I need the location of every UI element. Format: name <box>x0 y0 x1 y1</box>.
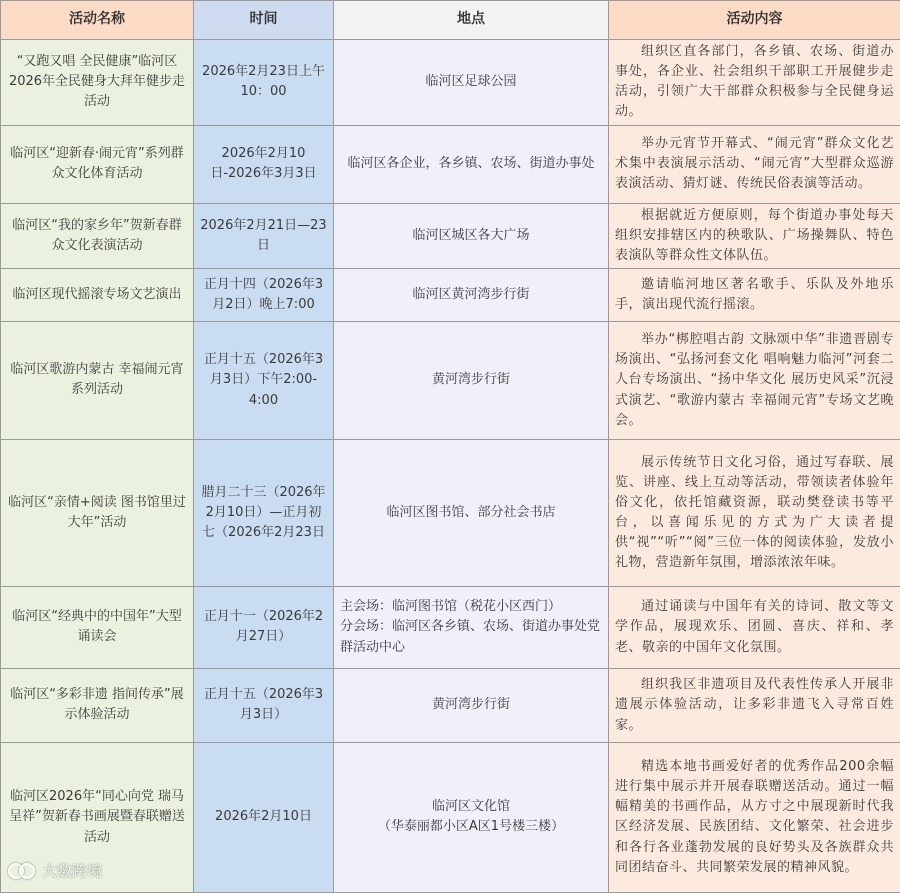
location-cell <box>334 439 609 586</box>
content-text: 组织区直各部门，各乡镇、农场、街道办事处，各企业、社会组织干部职工开展健步走活动，引领广大干部群众积极参与全民健身运动。 <box>615 42 894 123</box>
table-row <box>1 439 900 586</box>
content-cell <box>609 668 900 742</box>
content-cell <box>609 203 900 268</box>
table-row <box>1 586 900 668</box>
table-body <box>1 40 900 893</box>
activity-name-cell: 临河区现代摇滚专场文艺演出 <box>1 268 194 321</box>
location-text: 临河区图书馆、部分社会书店 <box>340 503 602 523</box>
content-cell <box>609 586 900 668</box>
table-row <box>1 203 900 268</box>
location-cell <box>334 268 609 321</box>
location-text: 临河区城区各大广场 <box>340 226 602 246</box>
content-cell <box>609 40 900 126</box>
content-cell <box>609 321 900 439</box>
activity-name-cell: 临河区“亲情+阅读 图书馆里过大年”活动 <box>1 439 194 586</box>
header-content: 活动内容 <box>609 1 900 40</box>
header-time: 时间 <box>194 1 334 40</box>
content-text: 邀请临河地区著名歌手、乐队及外地乐手，演出现代流行摇滚。 <box>615 275 894 315</box>
content-cell <box>609 742 900 892</box>
activity-name-cell: 临河区“经典中的中国年”大型诵读会 <box>1 586 194 668</box>
table-row <box>1 125 900 203</box>
content-text: 展示传统节日文化习俗，通过写春联、展览、讲座、线上互动等活动，带领读者体验年俗文化，依托馆藏资源，联动樊登读书等平台，以喜闻乐见的方式为广大读者提供“视”“听”“阅”三位一体的阅读体验，发放小礼物，营造新年氛围，增添浓浓年味。 <box>615 453 894 574</box>
table-row <box>1 668 900 742</box>
activity-name-cell: 临河区“多彩非遗 指间传承”展示体验活动 <box>1 668 194 742</box>
time-cell: 正月十五（2026年3月3日）下午2:00-4:00 <box>194 321 334 439</box>
location-cell <box>334 125 609 203</box>
time-cell: 正月十一（2026年2月27日） <box>194 586 334 668</box>
location-cell <box>334 668 609 742</box>
table-row <box>1 268 900 321</box>
location-cell <box>334 203 609 268</box>
time-cell: 2026年2月10日-2026年3月3日 <box>194 125 334 203</box>
time-cell: 正月十四（2026年3月2日）晚上7:00 <box>194 268 334 321</box>
time-cell: 2026年2月23日上午10：00 <box>194 40 334 126</box>
watermark <box>8 860 102 881</box>
activity-name-cell: 临河区“迎新春·闹元宵”系列群众文化体育活动 <box>1 125 194 203</box>
location-text: 黄河湾步行街 <box>340 695 602 715</box>
header-activity-name: 活动名称 <box>1 1 194 40</box>
table-header <box>1 1 900 40</box>
time-cell: 2026年2月21日—23日 <box>194 203 334 268</box>
location-text: 临河区文化馆 （华泰丽都小区A区1号楼三楼） <box>340 797 602 837</box>
time-cell: 2026年2月10日 <box>194 742 334 892</box>
time-cell: 正月十五（2026年3月3日） <box>194 668 334 742</box>
content-cell <box>609 439 900 586</box>
location-cell <box>334 40 609 126</box>
location-text: 主会场：临河图书馆（税花小区西门） 分会场：临河区各乡镇、农场、街道办事处党群活动中心 <box>340 597 602 657</box>
table-row <box>1 40 900 126</box>
location-text: 黄河湾步行街 <box>340 370 602 390</box>
watermark-text: 大数跨境 <box>42 860 102 881</box>
table-row <box>1 742 900 892</box>
content-text: 举办元宵节开幕式、“闹元宵”群众文化艺术集中表演展示活动、“闹元宵”大型群众巡游表演活动、猜灯谜、传统民俗表演等活动。 <box>615 134 894 194</box>
content-text: 精选本地书画爱好者的优秀作品200余幅进行集中展示并开展春联赠送活动。通过一幅幅精美的书画作品，从方寸之中展现新时代我区经济发展、民族团结、文化繁荣、社会进步和各行各业蓬勃发展的良好势头及各族群众共同团结奋斗、共同繁荣发展的精神风貌。 <box>615 757 894 878</box>
table-row <box>1 321 900 439</box>
content-text: 通过诵读与中国年有关的诗词、散文等文学作品，展现欢乐、团圆、喜庆、祥和、孝老、敬亲的中国年文化氛围。 <box>615 597 894 657</box>
location-text: 临河区足球公园 <box>340 72 602 92</box>
activity-name-cell: 临河区“我的家乡年”贺新春群众文化表演活动 <box>1 203 194 268</box>
location-cell <box>334 586 609 668</box>
location-text: 临河区各企业，各乡镇、农场、街道办事处 <box>340 154 602 174</box>
activity-name-cell: “又跑又唱 全民健康”临河区2026年全民健身大拜年健步走活动 <box>1 40 194 126</box>
activity-name-cell: 临河区歌游内蒙古 幸福闹元宵系列活动 <box>1 321 194 439</box>
content-cell <box>609 125 900 203</box>
location-text: 临河区黄河湾步行街 <box>340 285 602 305</box>
content-text: 根据就近方便原则，每个街道办事处每天组织安排辖区内的秧歌队、广场操舞队、特色表演队等群众性文体队伍。 <box>615 206 894 266</box>
chain-link-logo-icon <box>8 862 38 880</box>
activity-name-cell: 临河区2026年“同心向党 瑞马呈祥”贺新春书画展暨春联赠送活动 <box>1 742 194 892</box>
content-cell <box>609 268 900 321</box>
header-row <box>1 1 900 40</box>
content-text: 组织我区非遗项目及代表性传承人开展非遗展示体验活动，让多彩非遗飞入寻常百姓家。 <box>615 675 894 735</box>
location-cell <box>334 321 609 439</box>
content-text: 举办“梆腔唱古韵 文脉颂中华”非遗晋剧专场演出、“弘扬河套文化 唱响魅力临河”河套二人台专场演出、“扬中华文化 展历史风采”沉浸式演艺、“歌游内蒙古 幸福闹元宵”专场文艺晚会。 <box>615 330 894 431</box>
time-cell: 腊月二十三（2026年2月10日）—正月初七（2026年2月23日 <box>194 439 334 586</box>
location-cell <box>334 742 609 892</box>
header-location: 地点 <box>334 1 609 40</box>
